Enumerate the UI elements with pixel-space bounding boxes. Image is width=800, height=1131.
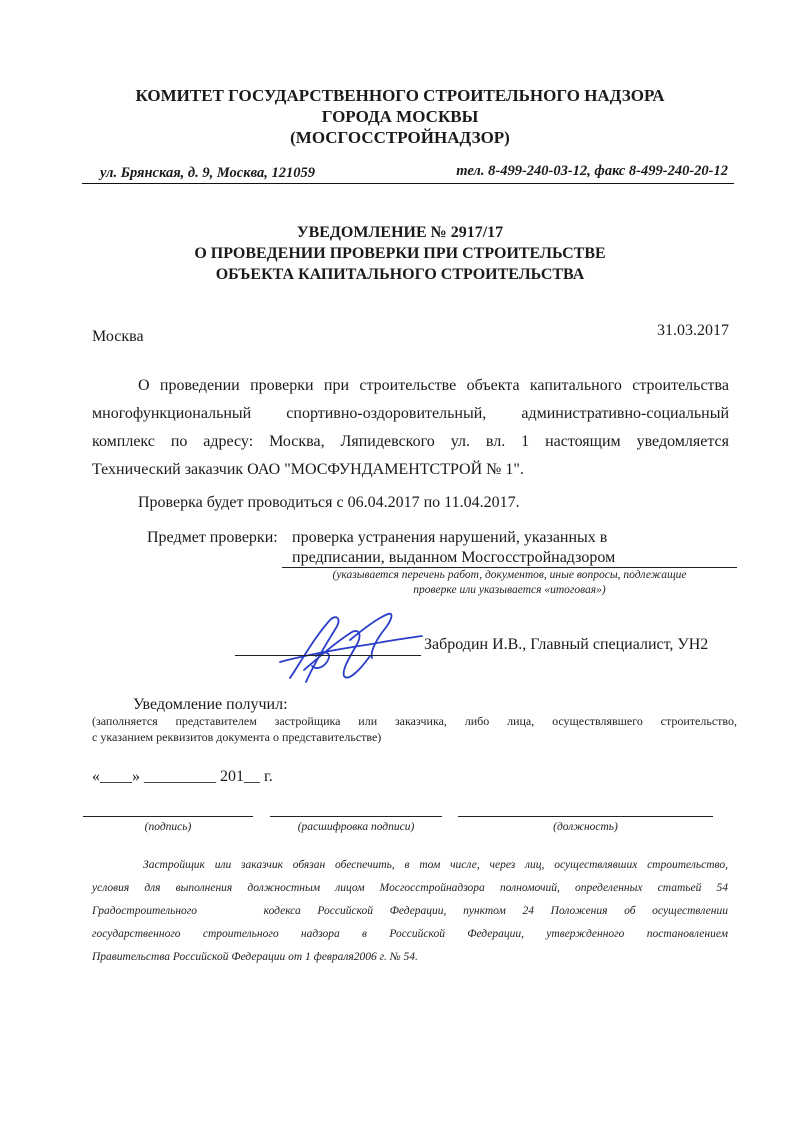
receipt-hint-line2: с указанием реквизитов документа о представительстве) [92,730,382,744]
notice-subtitle-line1: О ПРОВЕДЕНИИ ПРОВЕРКИ ПРИ СТРОИТЕЛЬСТВЕ [194,245,606,262]
place: Москва [92,328,144,345]
inspection-period: Проверка будет проводиться с 06.04.2017 по 11.04.2017. [138,494,520,511]
org-address: ул. Брянская, д. 9, Москва, 121059 [100,165,315,181]
paragraph-line: многофункциональный спортивно-оздоровительный, административно-социальный [92,405,729,422]
subject-text-line1: проверка устранения нарушений, указанных в [292,529,608,546]
receipt-date-field: «____» _________ 201__ г. [92,768,273,785]
notice-subtitle-line2: ОБЪЕКТА КАПИТАЛЬНОГО СТРОИТЕЛЬСТВА [215,266,585,283]
footer-note-line: Правительства Российской Федерации от 1 февраля2006 г. № 54. [92,951,418,963]
subject-label: Предмет проверки: [147,529,278,546]
decode-field-line [270,816,442,817]
signature-line [235,655,421,656]
notice-title: УВЕДОМЛЕНИЕ № 2917/17 [296,224,504,241]
footer-note-line: условия для выполнения должностным лицом Мосгосстройнадзора полномочий, определенных статьей 54 [92,882,728,894]
org-name-line1: КОМИТЕТ ГОСУДАРСТВЕННОГО СТРОИТЕЛЬНОГО НАДЗОРА [135,86,665,105]
signatory-name: Забродин И.В., Главный специалист, УН2 [424,636,709,653]
handwritten-signature [232,600,442,695]
paragraph-line: комплекс по адресу: Москва, Ляпидевского ул. вл. 1 настоящим уведомляется [92,433,729,450]
paragraph-line: О проведении проверки при строительстве объекта капитального строительства [138,377,729,394]
org-phones: тел. 8-499-240-03-12, факс 8-499-240-20-12 [456,163,728,179]
subject-hint-line1: (указывается перечень работ, документов, иные вопросы, подлежащие [332,569,687,581]
footer-note-line: государственного строительного надзора в Российской Федерации, утвержденного постановлением [92,928,728,940]
org-name-line3: (МОСГОССТРОЙНАДЗОР) [290,128,510,147]
position-caption: (должность) [553,821,618,833]
signature-field-line [83,816,253,817]
footer-note-line: Градостроительного кодекса Российской Федерации, пунктом 24 Положения об осуществлении [92,905,728,917]
subject-text-line2: предписании, выданном Мосгосстройнадзором [292,549,616,566]
footer-note-line: Застройщик или заказчик обязан обеспечить, в том числе, через лиц, осуществлявших строительство, [143,859,728,871]
paragraph-line: Технический заказчик ОАО "МОСФУНДАМЕНТСТРОЙ № 1". [92,461,524,478]
decode-caption: (расшифровка подписи) [297,821,415,833]
position-field-line [458,816,713,817]
subject-hint-line2: проверке или указывается «итоговая») [413,584,606,596]
address-row [82,163,734,184]
date: 31.03.2017 [657,322,729,339]
receipt-label: Уведомление получил: [133,696,288,713]
signature-caption: (подпись) [144,821,192,833]
org-name-line2: ГОРОДА МОСКВЫ [321,107,479,126]
receipt-hint-line1: (заполняется представителем застройщика или заказчика, либо лица, осуществлявшего строительство, [92,714,737,728]
